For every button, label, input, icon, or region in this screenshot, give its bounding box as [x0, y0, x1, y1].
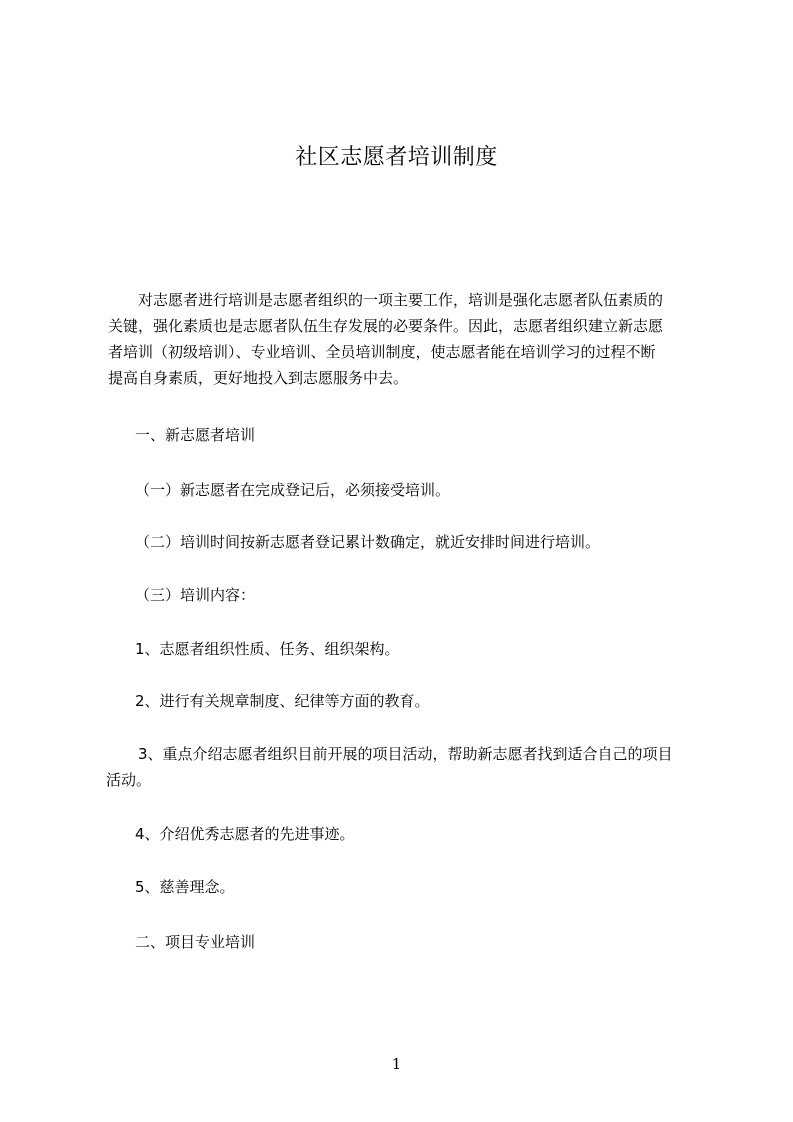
intro-line: 提高自身素质，更好地投入到志愿服务中去。: [108, 369, 409, 387]
content-item: 5、慈善理念。: [135, 878, 235, 896]
content-item: 3、重点介绍志愿者组织目前开展的项目活动，帮助新志愿者找到适合自己的项目: [138, 745, 673, 763]
intro-paragraph: [108, 287, 708, 391]
intro-line: 关键，强化素质也是志愿者队伍生存发展的必要条件。因此，志愿者组织建立新志愿: [108, 317, 664, 335]
page-number: 1: [391, 1055, 402, 1073]
intro-line: 对志愿者进行培训是志愿者组织的一项主要工作，培训是强化志愿者队伍素质的: [108, 291, 664, 309]
list-item: （二）培训时间按新志愿者登记累计数确定，就近安排时间进行培训。: [135, 533, 601, 551]
content-item: 4、介绍优秀志愿者的先进事迹。: [135, 825, 355, 843]
section-heading-new-volunteer-training: 一、新志愿者培训: [135, 426, 256, 444]
page-title: 社区志愿者培训制度: [295, 145, 498, 170]
list-item: （三）培训内容：: [135, 586, 256, 604]
content-item: 1、志愿者组织性质、任务、组织架构。: [135, 640, 400, 658]
list-item: （一）新志愿者在完成登记后，必须接受培训。: [135, 481, 451, 499]
intro-line: 者培训（初级培训）、专业培训、全员培训制度，使志愿者能在培训学习的过程不断: [108, 343, 656, 361]
section-heading-project-training: 二、项目专业培训: [135, 933, 256, 951]
content-item-continuation: 活动。: [106, 771, 152, 789]
content-item: 2、进行有关规章制度、纪律等方面的教育。: [135, 692, 430, 710]
